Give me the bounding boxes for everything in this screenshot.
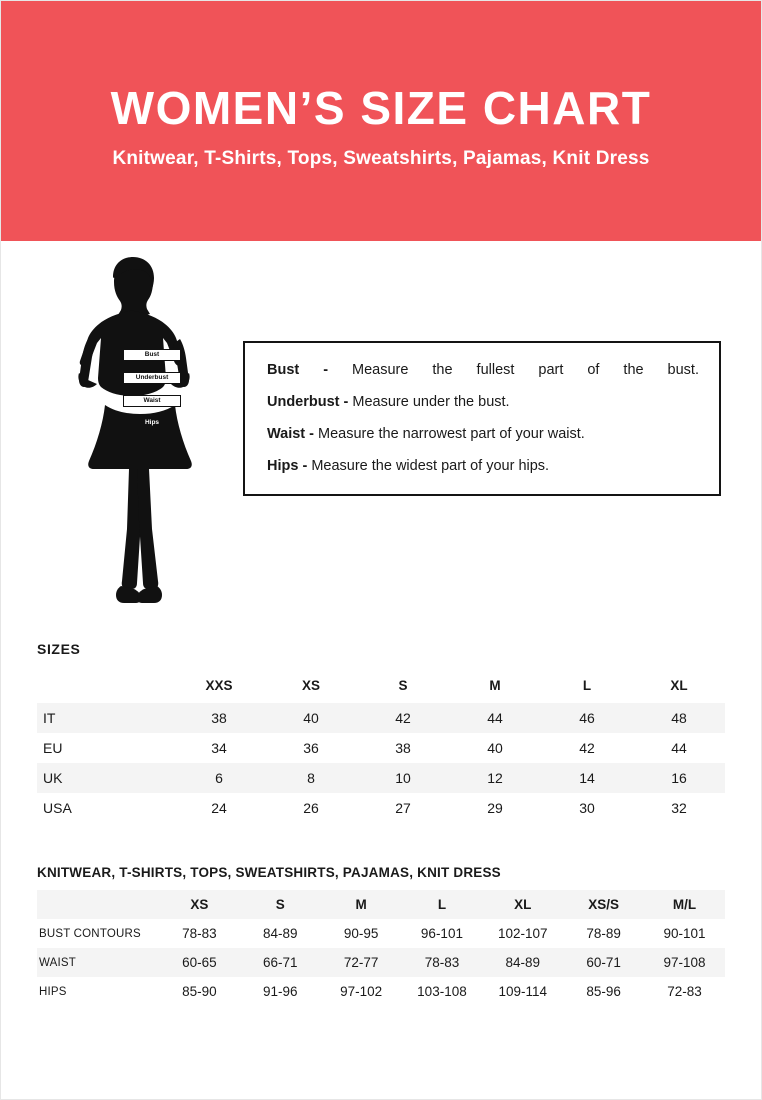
sizes-row-label-uk: UK bbox=[43, 770, 63, 786]
measurements-header-m: M bbox=[355, 897, 367, 912]
measurements-cell-bust-xl: 102-107 bbox=[498, 926, 548, 941]
table-row bbox=[37, 948, 725, 977]
measurements-cell-waist-l: 78-83 bbox=[424, 955, 460, 970]
legend-row-bust bbox=[267, 361, 699, 379]
sizes-cell-uk-l: 14 bbox=[579, 770, 595, 786]
measurements-row-label-hips: HIPS bbox=[39, 985, 67, 998]
legend-text-bust: Measure the fullest part of the bust. bbox=[352, 362, 699, 378]
sizes-header-row bbox=[37, 671, 725, 703]
measurements-header-xs: XS bbox=[190, 897, 209, 912]
sizes-cell-uk-xxs: 6 bbox=[215, 770, 223, 786]
measurements-header-s: S bbox=[275, 897, 285, 912]
page-subtitle: Knitwear, T-Shirts, Tops, Sweatshirts, Pajamas, Knit Dress bbox=[112, 148, 650, 170]
measurements-header-blank bbox=[37, 890, 159, 919]
sizes-cell-eu-l: 42 bbox=[579, 740, 595, 756]
sizes-cell-usa-s: 27 bbox=[395, 800, 411, 816]
sizes-cell-uk-xs: 8 bbox=[307, 770, 315, 786]
measurements-cell-bust-l: 96-101 bbox=[420, 926, 463, 941]
measurements-cell-waist-m-l: 97-108 bbox=[663, 955, 706, 970]
sizes-cell-uk-s: 10 bbox=[395, 770, 411, 786]
measurement-tag-waist: Waist bbox=[123, 395, 181, 407]
measurements-cell-waist-xl: 84-89 bbox=[505, 955, 541, 970]
legend-row-hips bbox=[267, 457, 699, 475]
sizes-cell-usa-m: 29 bbox=[487, 800, 503, 816]
table-row bbox=[37, 763, 725, 793]
legend-row-underbust bbox=[267, 393, 699, 411]
measurements-cell-bust-s: 84-89 bbox=[263, 926, 298, 941]
sizes-cell-eu-xs: 36 bbox=[303, 740, 319, 756]
sizes-cell-it-xs: 40 bbox=[303, 710, 319, 726]
measurements-header-l: L bbox=[437, 897, 447, 912]
legend-term-hips: Hips - bbox=[267, 458, 308, 475]
measurement-tag-underbust: Underbust bbox=[123, 372, 181, 384]
measurements-cell-waist-xs-s: 60-71 bbox=[586, 955, 621, 970]
model-figure bbox=[37, 255, 237, 645]
measurements-title: KNITWEAR, T-SHIRTS, TOPS, SWEATSHIRTS, PAJAMAS, KNIT DRESS bbox=[37, 865, 501, 880]
legend-text-underbust: Measure under the bust. bbox=[352, 394, 510, 411]
measurements-cell-hips-m: 97-102 bbox=[340, 984, 383, 999]
measurement-tag-hips: Hips bbox=[144, 419, 160, 426]
sizes-cell-usa-xs: 26 bbox=[303, 800, 319, 816]
measurements-row-label-bust: BUST CONTOURS bbox=[39, 927, 141, 940]
measurements-cell-hips-s: 91-96 bbox=[263, 984, 298, 999]
table-row bbox=[37, 703, 725, 733]
measurements-cell-hips-xs-s: 85-96 bbox=[586, 984, 621, 999]
sizes-section bbox=[1, 641, 761, 823]
sizes-header-xl: XL bbox=[670, 678, 688, 693]
measurements-cell-waist-xs: 60-65 bbox=[182, 955, 217, 970]
legend-term-bust: Bust - bbox=[267, 362, 329, 378]
measurements-cell-hips-xs: 85-90 bbox=[182, 984, 217, 999]
sizes-row-label-usa: USA bbox=[43, 800, 72, 816]
sizes-cell-eu-xl: 44 bbox=[671, 740, 687, 756]
sizes-cell-eu-s: 38 bbox=[395, 740, 411, 756]
sizes-cell-usa-xxs: 24 bbox=[211, 800, 227, 816]
sizes-cell-usa-xl: 32 bbox=[671, 800, 687, 816]
sizes-cell-uk-xl: 16 bbox=[671, 770, 687, 786]
measurements-cell-hips-m-l: 72-83 bbox=[667, 984, 702, 999]
measurements-cell-bust-m: 90-95 bbox=[343, 926, 379, 941]
measurements-cell-hips-l: 103-108 bbox=[417, 984, 467, 999]
legend-text-hips: Measure the widest part of your hips. bbox=[311, 458, 550, 475]
measurements-cell-bust-xs-s: 78-89 bbox=[586, 926, 621, 941]
sizes-cell-usa-l: 30 bbox=[579, 800, 595, 816]
woman-silhouette-icon bbox=[37, 255, 237, 635]
measurements-cell-hips-xl: 109-114 bbox=[498, 984, 548, 999]
sizes-cell-it-xxs: 38 bbox=[211, 710, 227, 726]
sizes-header-s: S bbox=[398, 678, 408, 693]
sizes-header-xxs: XXS bbox=[205, 678, 233, 693]
sizes-row-label-it: IT bbox=[43, 710, 56, 726]
legend-term-waist: Waist - bbox=[267, 426, 314, 443]
measurements-header-xs-s: XS/S bbox=[588, 897, 620, 912]
measurements-header-m-l: M/L bbox=[672, 897, 697, 912]
sizes-cell-eu-m: 40 bbox=[487, 740, 503, 756]
page-title: WOMEN’S SIZE CHART bbox=[110, 81, 652, 134]
sizes-cell-it-m: 44 bbox=[487, 710, 503, 726]
measurements-row-label-waist: WAIST bbox=[39, 956, 76, 969]
measurements-cell-bust-m-l: 90-101 bbox=[663, 926, 706, 941]
measurements-section bbox=[1, 865, 761, 1006]
legend-row-waist bbox=[267, 425, 699, 443]
sizes-row-label-eu: EU bbox=[43, 740, 63, 756]
sizes-cell-it-l: 46 bbox=[579, 710, 595, 726]
sizes-header-blank bbox=[37, 671, 173, 703]
measurements-cell-waist-s: 66-71 bbox=[263, 955, 298, 970]
measurement-tag-bust: Bust bbox=[123, 349, 181, 361]
legend-term-underbust: Underbust - bbox=[267, 394, 349, 411]
sizes-table bbox=[37, 671, 725, 823]
page-header bbox=[1, 1, 761, 241]
sizes-header-l: L bbox=[582, 678, 592, 693]
table-row bbox=[37, 919, 725, 948]
measurements-table bbox=[37, 890, 725, 1006]
sizes-cell-it-xl: 48 bbox=[671, 710, 687, 726]
sizes-header-m: M bbox=[489, 678, 501, 693]
sizes-cell-eu-xxs: 34 bbox=[211, 740, 227, 756]
measurements-header-xl: XL bbox=[514, 897, 532, 912]
sizes-cell-it-s: 42 bbox=[395, 710, 411, 726]
measurements-header-row bbox=[37, 890, 725, 919]
measurement-tag-list bbox=[123, 349, 181, 428]
sizes-title: SIZES bbox=[37, 641, 81, 657]
table-row bbox=[37, 793, 725, 823]
table-row bbox=[37, 977, 725, 1006]
measurement-instructions-box bbox=[243, 341, 721, 496]
measurements-cell-waist-m: 72-77 bbox=[343, 955, 379, 970]
sizes-cell-uk-m: 12 bbox=[487, 770, 503, 786]
measurements-cell-bust-xs: 78-83 bbox=[182, 926, 217, 941]
sizes-header-xs: XS bbox=[301, 678, 320, 693]
illustration-section bbox=[1, 241, 761, 641]
table-row bbox=[37, 733, 725, 763]
legend-text-waist: Measure the narrowest part of your waist. bbox=[318, 426, 585, 443]
